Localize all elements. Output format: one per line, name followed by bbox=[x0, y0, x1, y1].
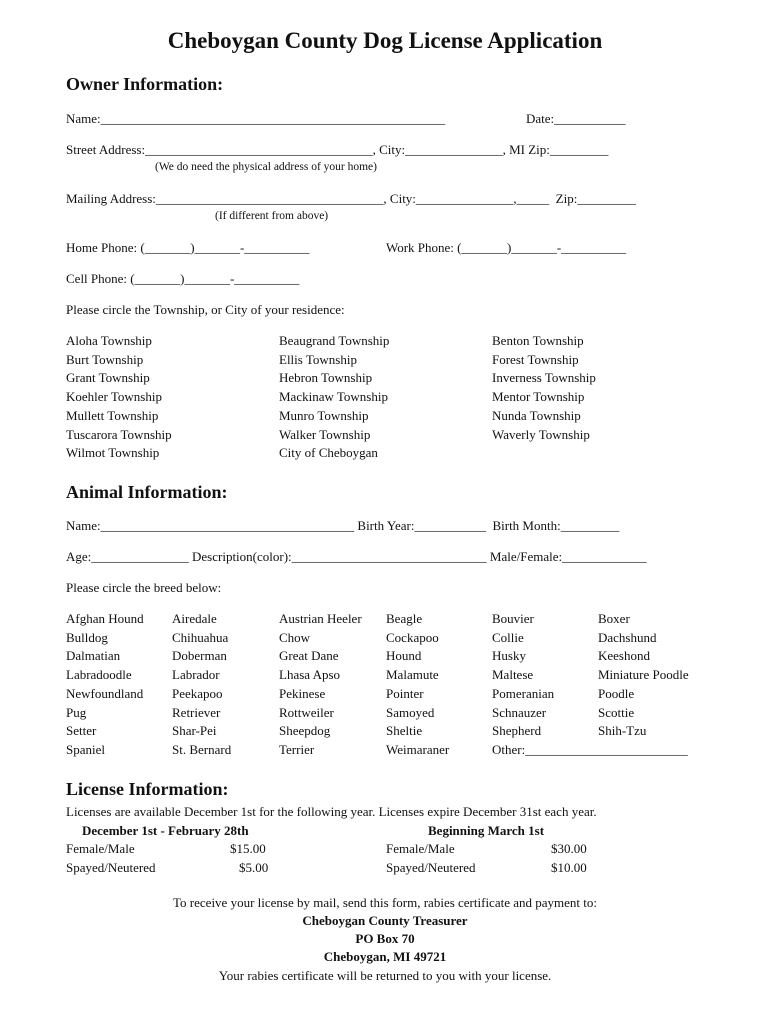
breed-option[interactable]: Pomeranian bbox=[492, 685, 555, 701]
breed-option[interactable]: Pug bbox=[66, 704, 87, 720]
period2-row-price: $30.00 bbox=[551, 841, 587, 856]
breed-option[interactable]: Sheltie bbox=[386, 723, 423, 739]
township-option[interactable]: Beaugrand Township bbox=[279, 333, 390, 348]
period1-title: December 1st - February 28th bbox=[82, 823, 249, 838]
breed-option[interactable]: Scottie bbox=[598, 704, 635, 720]
period2-row-price: $10.00 bbox=[551, 860, 587, 875]
breed-option[interactable]: Austrian Heeler bbox=[279, 611, 362, 626]
breed-option[interactable]: Shih-Tzu bbox=[598, 723, 647, 739]
home-phone-label: Home Phone: bbox=[66, 240, 138, 255]
township-option[interactable]: Koehler Township bbox=[66, 389, 162, 405]
period2-title: Beginning March 1st bbox=[428, 823, 545, 838]
breed-option[interactable]: Pekinese bbox=[279, 685, 326, 701]
breed-option[interactable]: Rottweiler bbox=[279, 704, 334, 720]
township-option[interactable]: Ellis Township bbox=[279, 351, 357, 367]
breed-option[interactable]: Terrier bbox=[279, 741, 315, 757]
breed-option[interactable]: Newfoundland bbox=[66, 685, 144, 701]
breed-option[interactable]: Cockapoo bbox=[386, 629, 439, 645]
township-option[interactable]: Mentor Township bbox=[492, 389, 585, 405]
township-option[interactable]: Benton Township bbox=[492, 333, 584, 348]
breed-option[interactable]: Great Dane bbox=[279, 648, 339, 664]
license-section-heading: License Information: bbox=[66, 779, 229, 799]
township-option[interactable]: Munro Township bbox=[279, 407, 369, 423]
breed-option[interactable]: Bulldog bbox=[66, 629, 108, 645]
township-option[interactable]: Waverly Township bbox=[492, 426, 590, 442]
township-option[interactable]: Wilmot Township bbox=[66, 445, 160, 461]
township-option[interactable]: Tuscarora Township bbox=[66, 426, 172, 442]
mail-instructions: To receive your license by mail, send this form, rabies certificate and payment to: bbox=[173, 895, 597, 910]
township-option[interactable]: City of Cheboygan bbox=[279, 445, 378, 461]
license-intro: Licenses are available December 1st for the following year. Licenses expire December 31st each year. bbox=[66, 804, 597, 819]
animal-section-heading: Animal Information: bbox=[66, 482, 228, 502]
township-option[interactable]: Nunda Township bbox=[492, 407, 581, 423]
township-option[interactable]: Hebron Township bbox=[279, 370, 373, 386]
breed-option[interactable]: Bouvier bbox=[492, 611, 534, 626]
owner-section-heading: Owner Information: bbox=[66, 74, 224, 94]
rabies-footer-note: Your rabies certificate will be returned to you with your license. bbox=[218, 968, 552, 983]
breed-option[interactable]: Boxer bbox=[598, 611, 630, 626]
date-field[interactable]: Date:___________ bbox=[526, 111, 626, 126]
street-address-note: (We do need the physical address of your home) bbox=[155, 161, 377, 173]
breed-option[interactable]: Pointer bbox=[386, 685, 424, 701]
cell-phone-blank: (_______)_______-__________ bbox=[127, 271, 300, 286]
street-address-field[interactable]: Street Address:___________________________________, City:_______________, MI Zip:_________ bbox=[66, 142, 609, 157]
breed-option[interactable]: Chihuahua bbox=[172, 629, 229, 645]
period1-row-label: Female/Male bbox=[66, 841, 135, 856]
breed-option[interactable]: Malamute bbox=[386, 667, 439, 683]
home-phone-field[interactable] bbox=[66, 240, 309, 256]
breed-option[interactable]: Maltese bbox=[492, 667, 534, 683]
breed-option[interactable]: Shar-Pei bbox=[172, 723, 217, 739]
breed-option[interactable]: Retriever bbox=[172, 704, 221, 720]
cell-phone-field[interactable] bbox=[66, 271, 299, 287]
breed-option[interactable]: Setter bbox=[66, 723, 97, 739]
township-option[interactable]: Aloha Township bbox=[66, 333, 152, 348]
period2-row-label: Spayed/Neutered bbox=[386, 860, 476, 875]
breed-option[interactable]: Spaniel bbox=[66, 741, 105, 757]
cell-phone-label: Cell Phone: bbox=[66, 271, 128, 286]
breed-option[interactable]: Poodle bbox=[598, 685, 635, 701]
mailing-address-field[interactable]: Mailing Address:___________________________________, City:_______________,_____ Zip:_________ bbox=[66, 191, 636, 206]
township-option[interactable]: Burt Township bbox=[66, 351, 144, 367]
treasurer-po-box: PO Box 70 bbox=[355, 931, 415, 946]
township-option[interactable]: Mullett Township bbox=[66, 407, 159, 423]
work-phone-label: Work Phone: bbox=[386, 240, 454, 255]
breed-option[interactable]: Doberman bbox=[172, 648, 227, 664]
period2-row-label: Female/Male bbox=[386, 841, 455, 856]
breed-option[interactable]: Hound bbox=[386, 648, 422, 664]
page-title: Cheboygan County Dog License Application bbox=[167, 28, 603, 53]
home-phone-blank: (_______)_______-__________ bbox=[137, 240, 310, 255]
period1-row-price: $15.00 bbox=[230, 841, 266, 856]
breed-option[interactable]: Labrador bbox=[172, 667, 220, 683]
township-option[interactable]: Inverness Township bbox=[492, 370, 596, 386]
animal-name-birth-field[interactable]: Name:_______________________________________ Birth Year:___________ Birth Month:_________ bbox=[66, 518, 620, 533]
breed-option[interactable]: Dalmatian bbox=[66, 648, 121, 664]
breed-option[interactable]: Samoyed bbox=[386, 704, 435, 720]
period1-row-price: $5.00 bbox=[239, 860, 269, 875]
treasurer-name: Cheboygan County Treasurer bbox=[302, 913, 468, 928]
breed-option[interactable]: Lhasa Apso bbox=[279, 667, 341, 683]
township-option[interactable]: Grant Township bbox=[66, 370, 150, 386]
breed-option[interactable]: Beagle bbox=[386, 611, 423, 626]
breed-option[interactable]: Labradoodle bbox=[66, 667, 132, 683]
work-phone-field[interactable] bbox=[386, 240, 626, 256]
breed-option[interactable]: Shepherd bbox=[492, 723, 542, 739]
breed-option[interactable]: Keeshond bbox=[598, 648, 650, 664]
breed-option[interactable]: Chow bbox=[279, 629, 311, 645]
breed-option[interactable]: Schnauzer bbox=[492, 704, 547, 720]
breed-prompt: Please circle the breed below: bbox=[66, 580, 222, 595]
work-phone-blank: (_______)_______-__________ bbox=[453, 240, 627, 255]
breed-option[interactable]: Dachshund bbox=[598, 629, 657, 645]
owner-name-field[interactable]: Name:_____________________________________________________ bbox=[66, 111, 446, 126]
treasurer-city: Cheboygan, MI 49721 bbox=[323, 949, 447, 964]
breed-option[interactable]: Peekapoo bbox=[172, 685, 223, 701]
breed-option[interactable]: Sheepdog bbox=[279, 723, 331, 739]
breed-option[interactable]: Collie bbox=[492, 629, 524, 645]
township-option[interactable]: Forest Township bbox=[492, 351, 579, 367]
breed-option[interactable]: Afghan Hound bbox=[66, 611, 144, 626]
breed-option[interactable]: Husky bbox=[492, 648, 526, 664]
animal-age-description-field[interactable]: Age:_______________ Description(color):______________________________ Male/Female:_____________ bbox=[66, 549, 647, 564]
township-prompt: Please circle the Township, or City of your residence: bbox=[66, 302, 345, 317]
township-option[interactable]: Walker Township bbox=[279, 426, 371, 442]
breed-option[interactable]: Other:_________________________ bbox=[492, 741, 688, 757]
period1-row-label: Spayed/Neutered bbox=[66, 860, 156, 875]
breed-option[interactable]: Weimaraner bbox=[386, 741, 450, 757]
mailing-address-note: (If different from above) bbox=[215, 210, 329, 222]
township-option[interactable]: Mackinaw Township bbox=[279, 389, 388, 405]
breed-option[interactable]: Miniature Poodle bbox=[598, 667, 689, 683]
breed-option[interactable]: St. Bernard bbox=[172, 741, 232, 757]
breed-option[interactable]: Airedale bbox=[172, 611, 217, 626]
